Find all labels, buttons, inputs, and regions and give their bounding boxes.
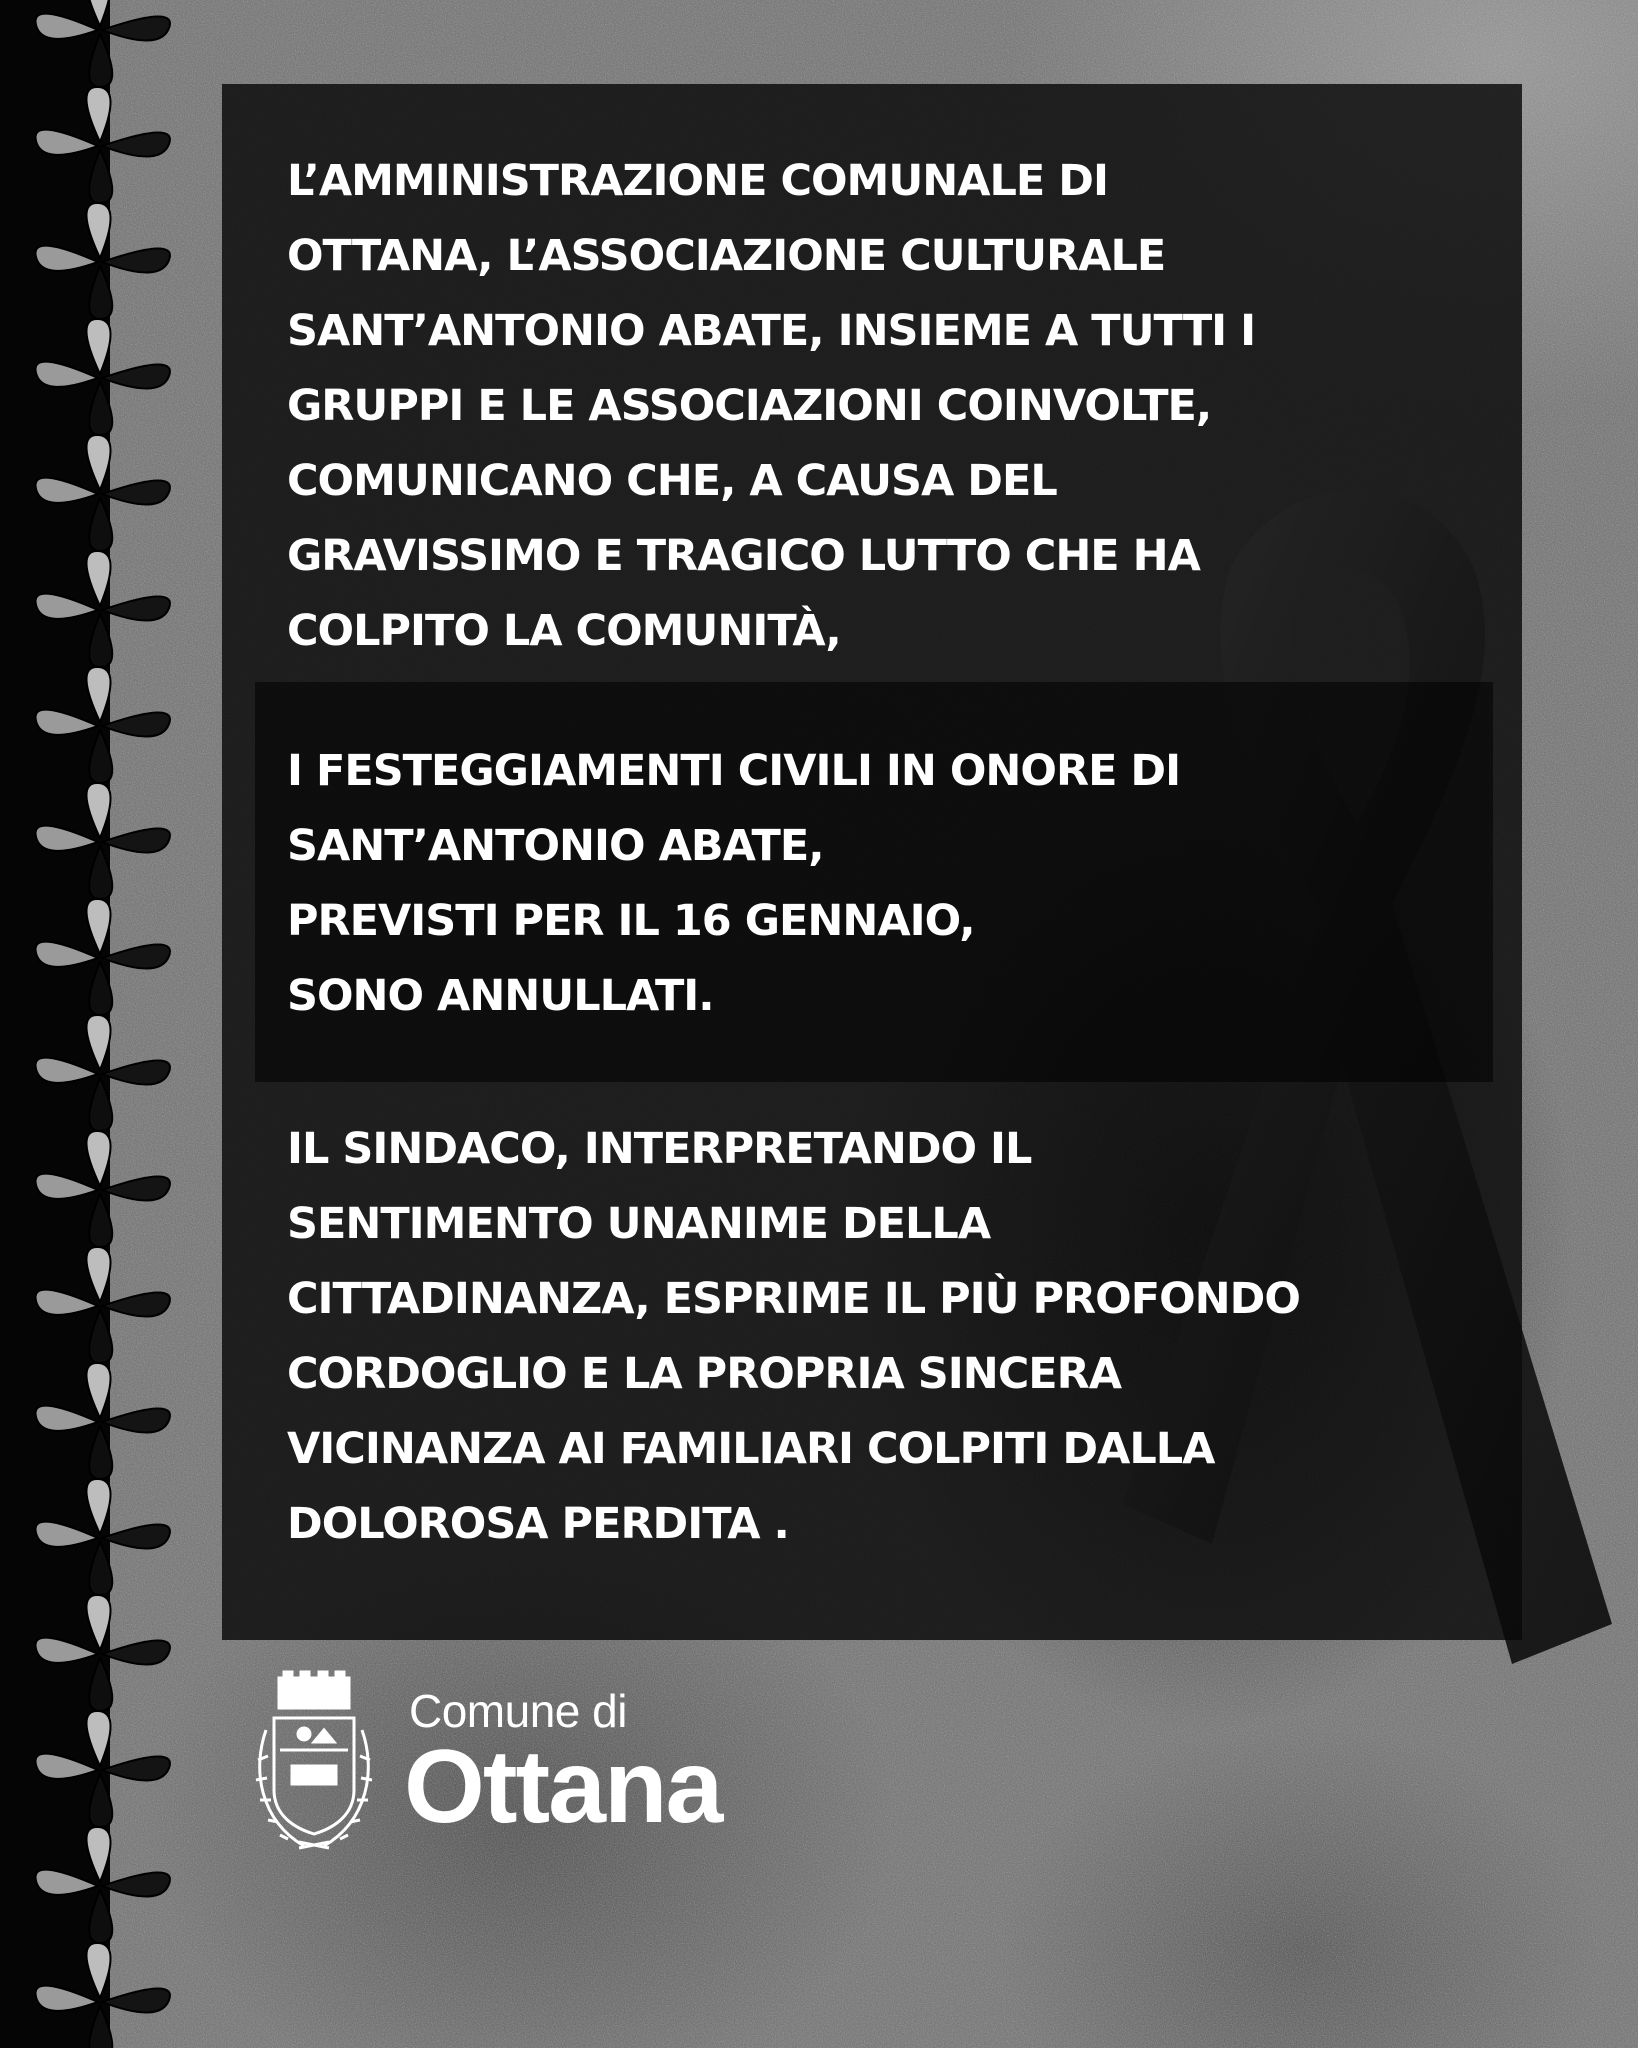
text-line: CORDOGLIO E LA PROPRIA SINCERA [287, 1349, 1122, 1399]
text-line: SANT’ANTONIO ABATE, [287, 821, 824, 871]
leaf-vine-pattern-icon [0, 0, 200, 2048]
leaf-motif-icon [36, 783, 170, 899]
text-line: GRUPPI E LE ASSOCIAZIONI COINVOLTE, [287, 381, 1212, 431]
text-line: I FESTEGGIAMENTI CIVILI IN ONORE DI [287, 746, 1181, 796]
paragraph-cancellation [287, 734, 1180, 1034]
text-line: SONO ANNULLATI. [287, 971, 714, 1021]
text-line: CITTADINANZA, ESPRIME IL PIÙ PROFONDO [287, 1274, 1300, 1324]
logo-subtitle: Comune di [409, 1685, 627, 1737]
leaf-motif-icon [36, 1363, 170, 1479]
leaf-motif-icon [36, 551, 170, 667]
text-line: COMUNICANO CHE, A CAUSA DEL [287, 456, 1057, 506]
leaf-motif-icon [36, 1015, 170, 1131]
leaf-motif-icon [36, 1479, 170, 1595]
text-line: L’AMMINISTRAZIONE COMUNALE DI [287, 156, 1108, 206]
leaf-motif-icon [36, 203, 170, 319]
text-line: DOLOROSA PERDITA . [287, 1499, 789, 1549]
leaf-motif-icon [36, 1131, 170, 1247]
leaf-motif-icon [36, 899, 170, 1015]
comune-logo [244, 1670, 804, 1870]
leaf-motif-icon [36, 319, 170, 435]
text-line: SENTIMENTO UNANIME DELLA [287, 1199, 991, 1249]
text-line: IL SINDACO, INTERPRETANDO IL [287, 1124, 1032, 1174]
text-line: OTTANA, L’ASSOCIAZIONE CULTURALE [287, 231, 1166, 281]
text-line: COLPITO LA COMUNITÀ, [287, 606, 841, 656]
leaf-motif-icon [36, 0, 170, 87]
leaf-motif-icon [36, 1711, 170, 1827]
leaf-motif-icon [36, 1247, 170, 1363]
text-line: PREVISTI PER IL 16 GENNAIO, [287, 896, 975, 946]
logo-title: Ottana [404, 1729, 722, 1845]
text-line: VICINANZA AI FAMILIARI COLPITI DALLA [287, 1424, 1215, 1474]
municipal-crest-icon [244, 1670, 384, 1860]
leaf-motif-icon [36, 435, 170, 551]
paragraph-condolences [287, 1112, 1300, 1562]
text-line: GRAVISSIMO E TRAGICO LUTTO CHE HA [287, 531, 1200, 581]
paragraph-intro [287, 144, 1255, 669]
leaf-motif-icon [36, 1943, 170, 2048]
leaf-motif-icon [36, 667, 170, 783]
text-line: SANT’ANTONIO ABATE, INSIEME A TUTTI I [287, 306, 1256, 356]
leaf-motif-icon [36, 1827, 170, 1943]
leaf-motif-icon [36, 1595, 170, 1711]
leaf-motif-icon [36, 87, 170, 203]
